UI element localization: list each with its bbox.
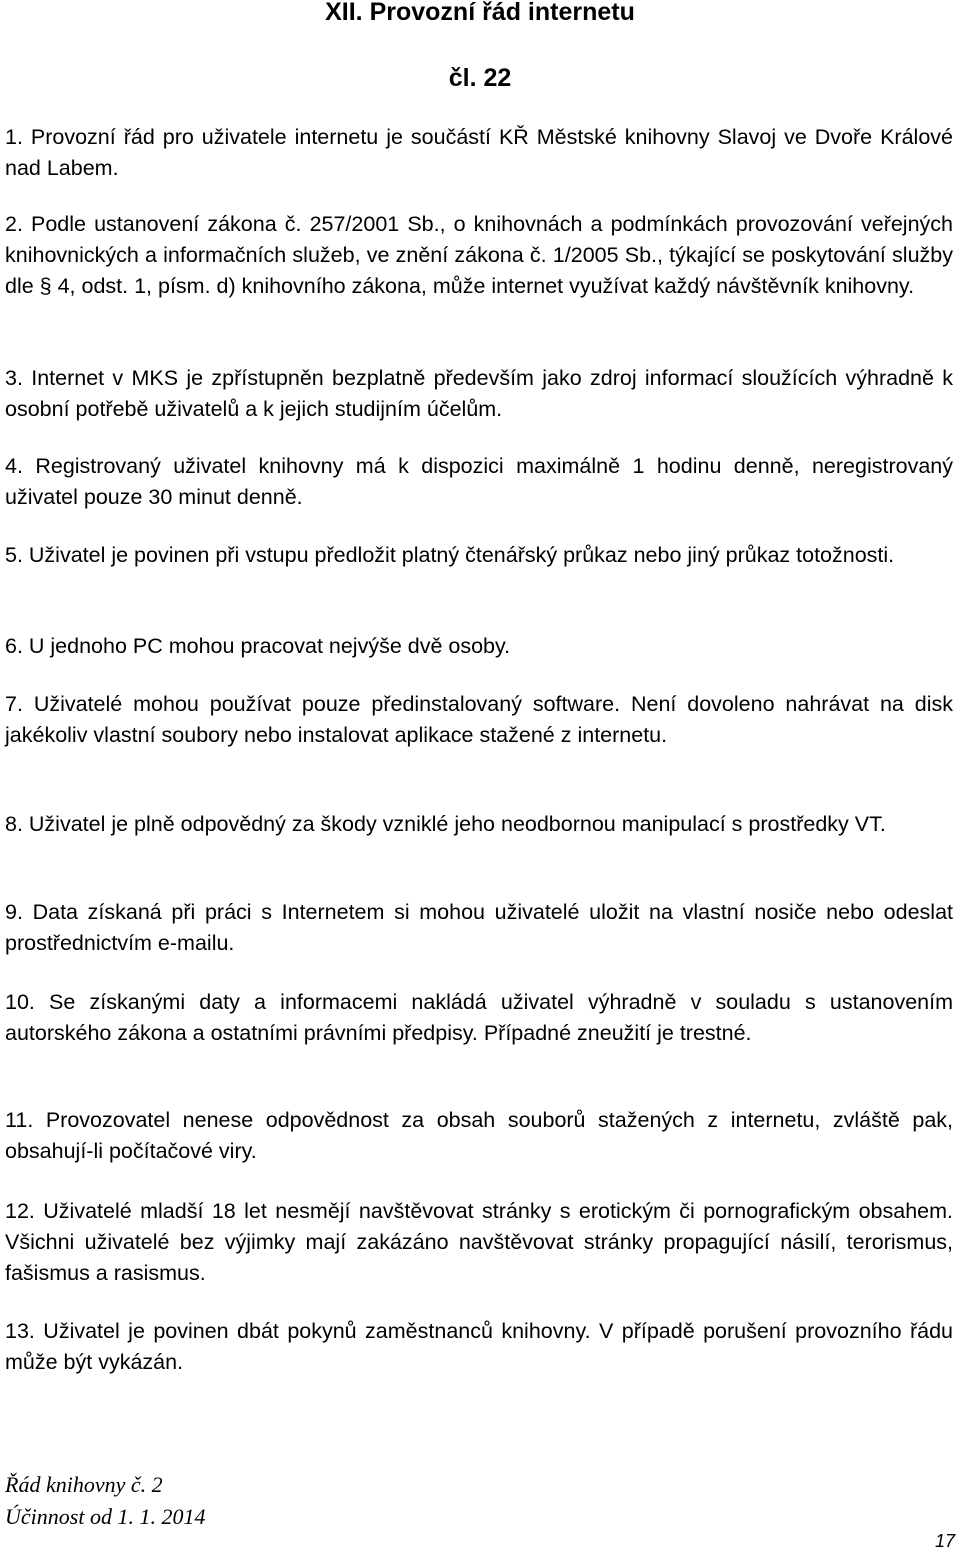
paragraph-8: 8. Uživatel je plně odpovědný za škody vzniklé jeho neodbornou manipulací s prostředky VT. xyxy=(5,812,886,836)
paragraph-3: 3. Internet v MKS je zpřístupněn bezplatně především jako zdroj informací sloužících výhradně k osobní potřebě uživatelů a k jejich studijním účelům. xyxy=(5,366,953,421)
paragraph-13: 13. Uživatel je povinen dbát pokynů zaměstnanců knihovny. V případě porušení provozního řádu může být vykázán. xyxy=(5,1319,953,1374)
paragraph-7: 7. Uživatelé mohou používat pouze předinstalovaný software. Není dovoleno nahrávat na disk jakékoliv vlastní soubory nebo instalovat aplikace stažené z internetu. xyxy=(5,692,953,747)
paragraph-10: 10. Se získanými daty a informacemi nakládá uživatel výhradně v souladu s ustanovením autorského zákona a ostatními právními předpisy. Případné zneužití je trestné. xyxy=(5,990,953,1045)
footer-rule-name: Řád knihovny č. 2 xyxy=(5,1472,163,1497)
page-number: 17 xyxy=(934,1531,955,1551)
paragraph-11: 11. Provozovatel nenese odpovědnost za obsah souborů stažených z internetu, zvláště pak, obsahují-li počítačové viry. xyxy=(5,1108,953,1163)
article-number: čl. 22 xyxy=(448,64,512,92)
paragraph-6: 6. U jednoho PC mohou pracovat nejvýše dvě osoby. xyxy=(5,634,511,658)
footer-effective-date: Účinnost od 1. 1. 2014 xyxy=(5,1504,206,1529)
paragraph-5: 5. Uživatel je povinen při vstupu předložit platný čtenářský průkaz nebo jiný průkaz totožnosti. xyxy=(5,543,895,567)
document-title: XII. Provozní řád internetu xyxy=(325,0,635,26)
paragraph-2: 2. Podle ustanovení zákona č. 257/2001 Sb., o knihovnách a podmínkách provozování veřejných knihovnických a informačních služeb, ve znění zákona č. 1/2005 Sb., týkající se poskytování služby dle § 4, odst. 1, písm. d) knihovního zákona, může internet využívat každý návštěvník knihovny. xyxy=(5,212,953,298)
paragraph-1: 1. Provozní řád pro uživatele internetu je součástí KŘ Městské knihovny Slavoj ve Dvoře Králové nad Labem. xyxy=(5,125,953,180)
paragraph-9: 9. Data získaná při práci s Internetem si mohou uživatelé uložit na vlastní nosiče nebo odeslat prostřednictvím e-mailu. xyxy=(5,900,953,955)
paragraph-12: 12. Uživatelé mladší 18 let nesmějí navštěvovat stránky s erotickým či pornografickým obsahem. Všichni uživatelé bez výjimky mají zakázáno navštěvovat stránky propagující násilí, terorismus, fašismus a rasismus. xyxy=(5,1199,953,1285)
paragraph-4: 4. Registrovaný uživatel knihovny má k dispozici maximálně 1 hodinu denně, neregistrovaný uživatel pouze 30 minut denně. xyxy=(5,454,953,509)
